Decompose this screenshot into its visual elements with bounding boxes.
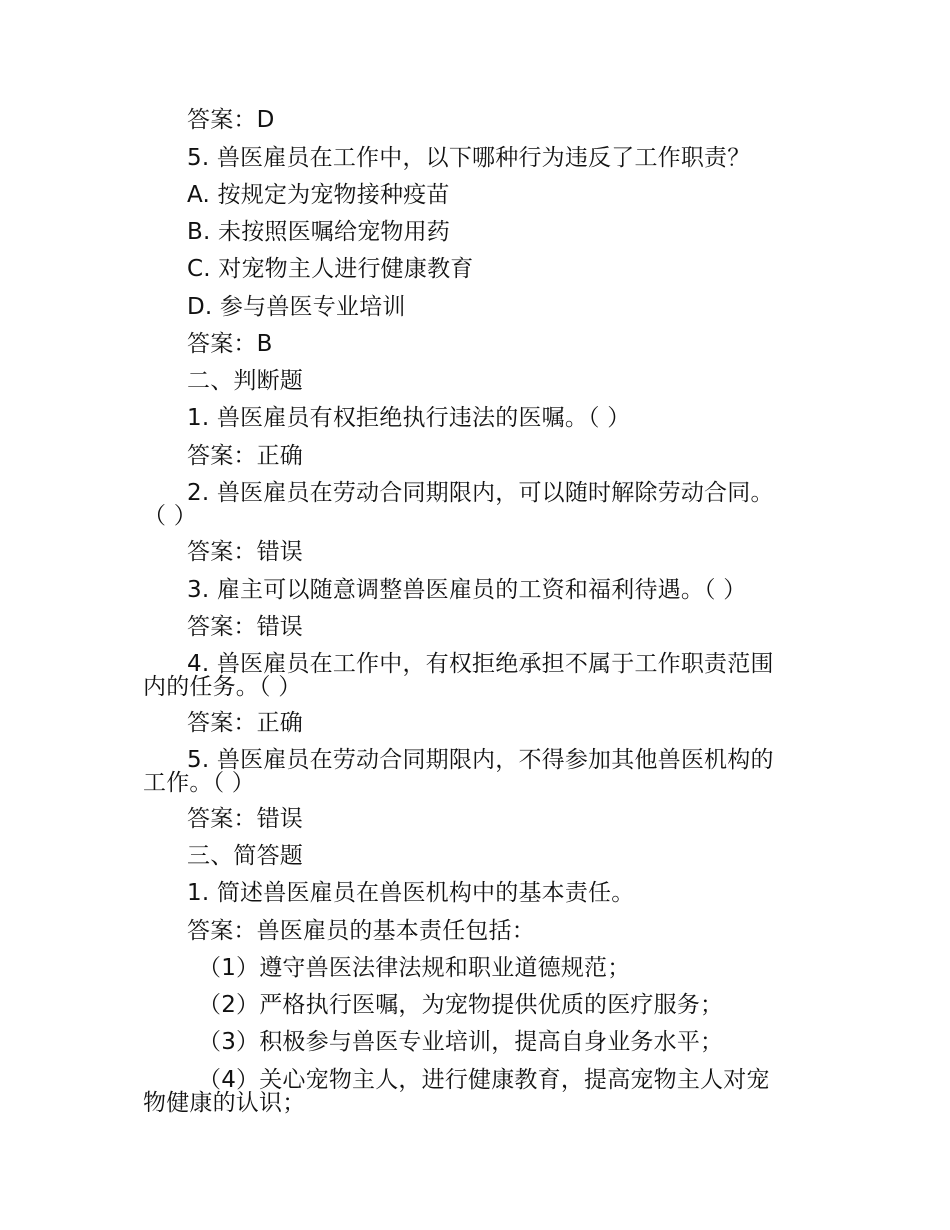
question-line-continuation: 工作。（ ）	[143, 770, 256, 796]
answer-line: 答案：正确	[187, 443, 303, 469]
question-line: 2. 兽医雇员在劳动合同期限内，可以随时解除劳动合同。	[187, 480, 774, 506]
answer-line: 答案：错误	[187, 806, 303, 832]
question-line: 5. 兽医雇员在劳动合同期限内，不得参加其他兽医机构的	[187, 747, 774, 773]
option-line: A. 按规定为宠物接种疫苗	[187, 182, 450, 208]
question-line: 5. 兽医雇员在工作中，以下哪种行为违反了工作职责？	[187, 145, 751, 171]
question-line: 1. 简述兽医雇员在兽医机构中的基本责任。	[187, 880, 635, 906]
answer-line: 答案：错误	[187, 539, 303, 565]
question-line-continuation: （ ）	[143, 503, 197, 529]
option-line: C. 对宠物主人进行健康教育	[187, 256, 474, 282]
section-heading: 三、简答题	[187, 843, 303, 869]
list-item: （2）严格执行医嘱，为宠物提供优质的医疗服务；	[198, 992, 724, 1018]
question-line: 4. 兽医雇员在工作中，有权拒绝承担不属于工作职责范围	[187, 651, 774, 677]
answer-line: 答案：D	[187, 107, 275, 133]
question-line-continuation: 内的任务。（ ）	[143, 674, 302, 700]
list-item: （4）关心宠物主人，进行健康教育，提高宠物主人对宠	[198, 1067, 770, 1093]
answer-line: 答案：兽医雇员的基本责任包括：	[187, 918, 535, 944]
list-item-continuation: 物健康的认识；	[143, 1090, 306, 1116]
answer-line: 答案：正确	[187, 710, 303, 736]
question-line: 1. 兽医雇员有权拒绝执行违法的医嘱。（ ）	[187, 405, 631, 431]
answer-line: 答案：B	[187, 331, 273, 357]
question-line: 3. 雇主可以随意调整兽医雇员的工资和福利待遇。（ ）	[187, 577, 747, 603]
list-item: （1）遵守兽医法律法规和职业道德规范；	[198, 955, 631, 981]
section-heading: 二、判断题	[187, 368, 303, 394]
option-line: B. 未按照医嘱给宠物用药	[187, 219, 451, 245]
option-line: D. 参与兽医专业培训	[187, 294, 406, 320]
list-item: （3）积极参与兽医专业培训，提高自身业务水平；	[198, 1029, 724, 1055]
answer-line: 答案：错误	[187, 614, 303, 640]
